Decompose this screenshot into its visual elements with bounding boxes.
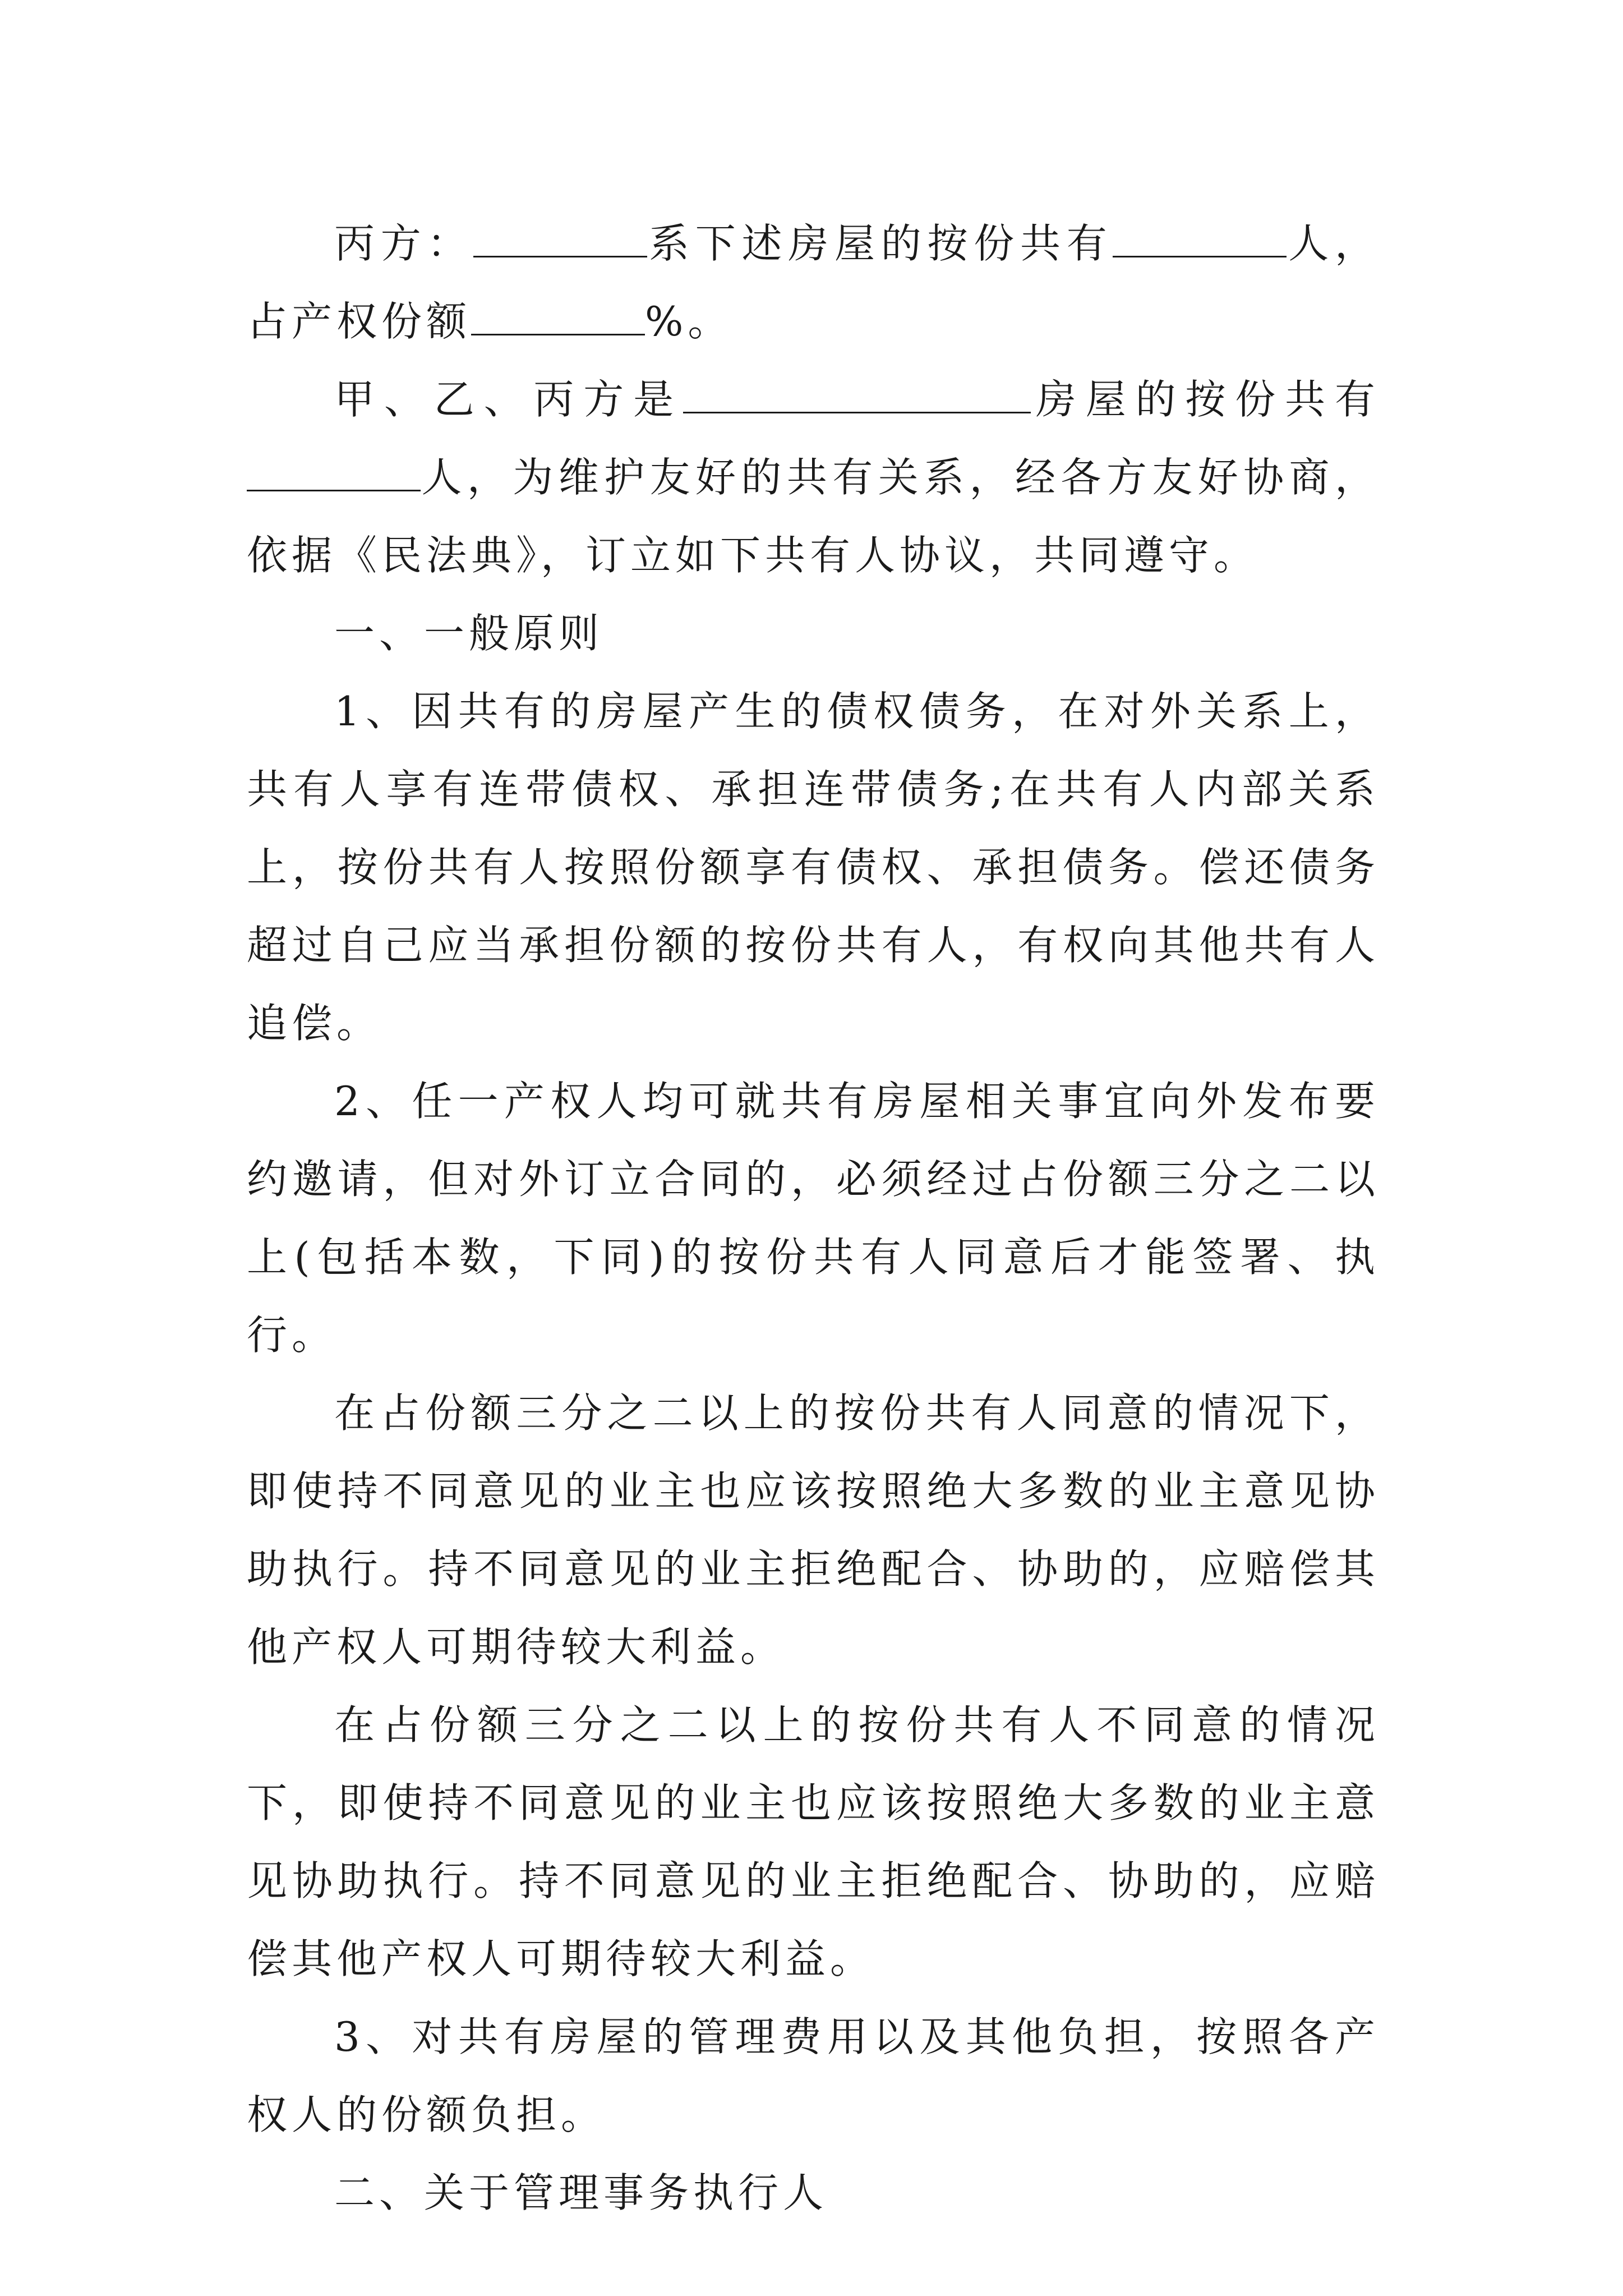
document-body bbox=[247, 205, 1380, 2232]
intro-paragraph bbox=[247, 361, 1380, 595]
party-bing-suffix: %。 bbox=[645, 298, 733, 345]
blank-line[interactable] bbox=[1113, 214, 1287, 257]
intro-prefix: 甲、乙、丙方是 bbox=[334, 376, 683, 423]
section-heading-2: 二、关于管理事务执行人 bbox=[334, 2169, 828, 2216]
clause-2-disagree: 在占份额三分之二以上的按份共有人不同意的情况下，即使持不同意见的业主也应该按照绝大多数的业主意见协助执行。持不同意见的业主拒绝配合、协助的，应赔偿其他产权人可期待较大利益。 bbox=[247, 1701, 1380, 1982]
party-bing-paragraph bbox=[247, 205, 1380, 361]
section-heading-1: 一、一般原则 bbox=[334, 610, 604, 657]
party-bing-text-2: 人，占产权份额 bbox=[247, 220, 1380, 345]
clause-3: 3、对共有房屋的管理费用以及其他负担，按照各产权人的份额负担。 bbox=[247, 2013, 1380, 2138]
intro-suffix: 人，为维护友好的共有关系，经各方友好协商，依据《民法典》，订立如下共有人协议，共同遵守。 bbox=[247, 454, 1380, 579]
party-bing-label: 丙方： bbox=[334, 220, 474, 267]
clause-2-agree: 在占份额三分之二以上的按份共有人同意的情况下，即使持不同意见的业主也应该按照绝大多数的业主意见协助执行。持不同意见的业主拒绝配合、协助的，应赔偿其他产权人可期待较大利益。 bbox=[247, 1389, 1380, 1671]
blank-line[interactable] bbox=[683, 370, 1031, 413]
intro-mid: 房屋的按份共有 bbox=[1031, 376, 1380, 423]
clause-1: 1、因共有的房屋产生的债权债务，在对外关系上，共有人享有连带债权、承担连带债务;在共有人内部关系上，按份共有人按照份额享有债权、承担债务。偿还债务超过自己应当承担份额的按份共有人，有权向其他共有人追偿。 bbox=[247, 688, 1380, 1047]
blank-line[interactable] bbox=[471, 292, 645, 335]
clause-2: 2、任一产权人均可就共有房屋相关事宜向外发布要约邀请，但对外订立合同的，必须经过占份额三分之二以上(包括本数，下同)的按份共有人同意后才能签署、执行。 bbox=[247, 1078, 1380, 1359]
party-bing-text: 系下述房屋的按份共有 bbox=[647, 220, 1113, 267]
blank-line[interactable] bbox=[247, 448, 421, 491]
blank-line[interactable] bbox=[473, 214, 647, 257]
